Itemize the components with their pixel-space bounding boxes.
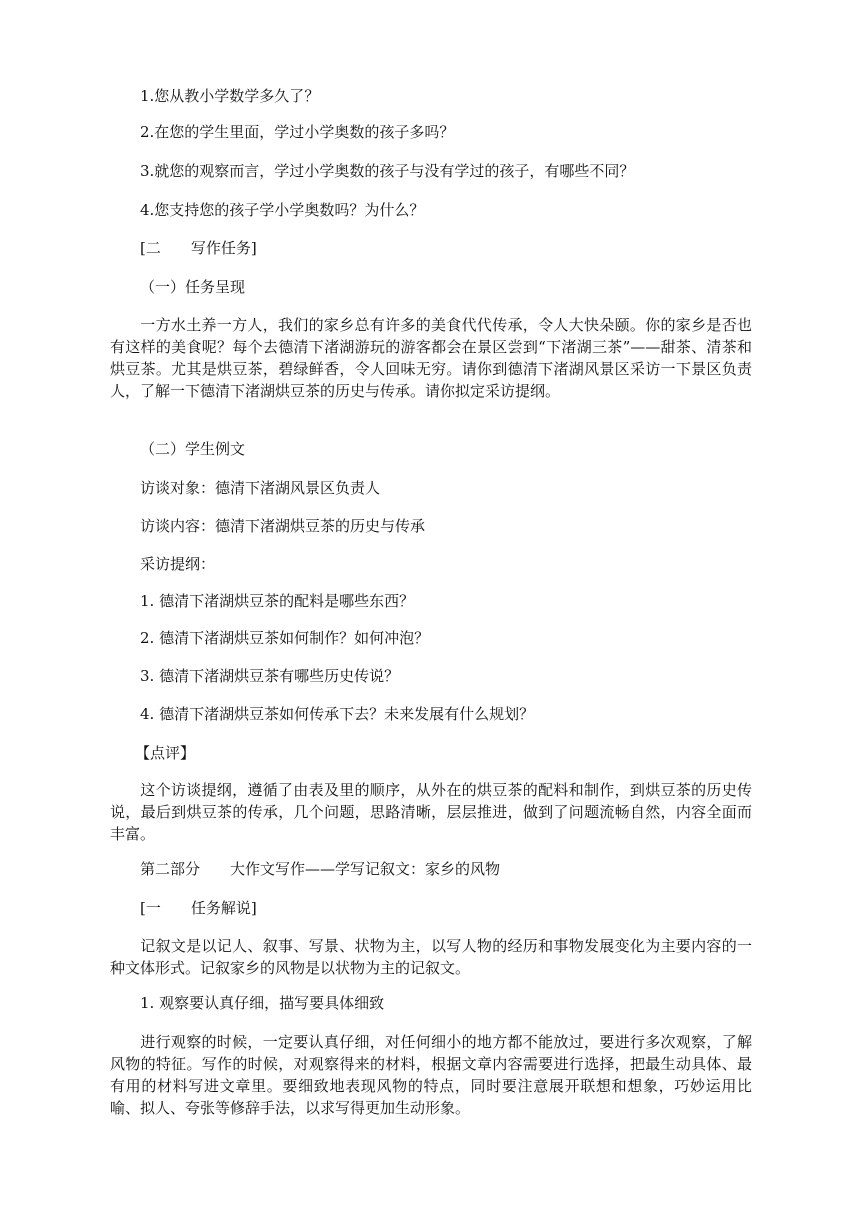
task-paragraph-text: 一方水土养一方人，我们的家乡总有许多的美食代代传承，令人大快朵颐。你的家乡是否也有这样的美食呢？每个去德清下渚湖游玩的游客都会在景区尝到“下渚湖三茶”——甜茶、清茶和烘豆茶。尤其是烘豆茶，碧绿鲜香，令人回味无穷。请你到德清下渚湖风景区采访一下景区负责人，了解一下德清下渚湖烘豆茶的历史与传承。请你拟定采访提纲。 [110, 316, 752, 400]
subsection-task-presentation: （一）任务呈现 [140, 278, 246, 296]
subsection-student-example: （二）学生例文 [140, 440, 246, 458]
outline-item-2: 2. 德清下渚湖烘豆茶如何制作？如何冲泡？ [140, 629, 430, 647]
outline-item-1: 1. 德清下渚湖烘豆茶的配料是哪些东西？ [140, 592, 415, 610]
tip-one: 1. 观察要认真仔细，描写要具体细致 [140, 994, 385, 1012]
comment-heading: 【点评】 [135, 744, 196, 762]
observation-paragraph [110, 1031, 752, 1119]
part-two-heading: 第二部分 大作文写作——学写记叙文：家乡的风物 [140, 860, 501, 878]
task-paragraph [110, 314, 752, 402]
comment-paragraph [110, 779, 752, 845]
narrative-paragraph-text: 记叙文是以记人、叙事、写景、状物为主，以写人物的经历和事物发展变化为主要内容的一种文体形式。记叙家乡的风物是以状物为主的记叙文。 [110, 937, 752, 977]
comment-paragraph-text: 这个访谈提纲，遵循了由表及里的顺序，从外在的烘豆茶的配料和制作，到烘豆茶的历史传说，最后到烘豆茶的传承，几个问题，思路清晰，层层推进，做到了问题流畅自然，内容全面而丰富。 [110, 781, 752, 843]
interview-target: 访谈对象：德清下渚湖风景区负责人 [140, 479, 381, 497]
question-1: 1.您从教小学数学多久了？ [140, 87, 320, 105]
section-heading-writing-task: [二 写作任务] [140, 239, 257, 257]
interview-content: 访谈内容：德清下渚湖烘豆茶的历史与传承 [140, 517, 426, 535]
outline-item-3: 3. 德清下渚湖烘豆茶有哪些历史传说？ [140, 667, 400, 685]
observation-paragraph-text: 进行观察的时候，一定要认真仔细，对任何细小的地方都不能放过，要进行多次观察，了解风物的特征。写作的时候，对观察得来的材料，根据文章内容需要进行选择，把最生动具体、最有用的材料写进文章里。要细致地表现风物的特点，同时要注意展开联想和想象，巧妙运用比喻、拟人、夸张等修辞手法，以求写得更加生动形象。 [110, 1033, 752, 1117]
narrative-paragraph [110, 935, 752, 979]
section-heading-task-explanation: [一 任务解说] [140, 899, 257, 917]
outline-item-4: 4. 德清下渚湖烘豆茶如何传承下去？未来发展有什么规划？ [140, 705, 535, 723]
question-4: 4.您支持您的孩子学小学奥数吗？为什么？ [140, 201, 425, 219]
question-2: 2.在您的学生里面，学过小学奥数的孩子多吗？ [140, 123, 455, 141]
outline-label: 采访提纲： [140, 555, 216, 573]
question-3: 3.就您的观察而言，学过小学奥数的孩子与没有学过的孩子，有哪些不同？ [140, 162, 635, 180]
